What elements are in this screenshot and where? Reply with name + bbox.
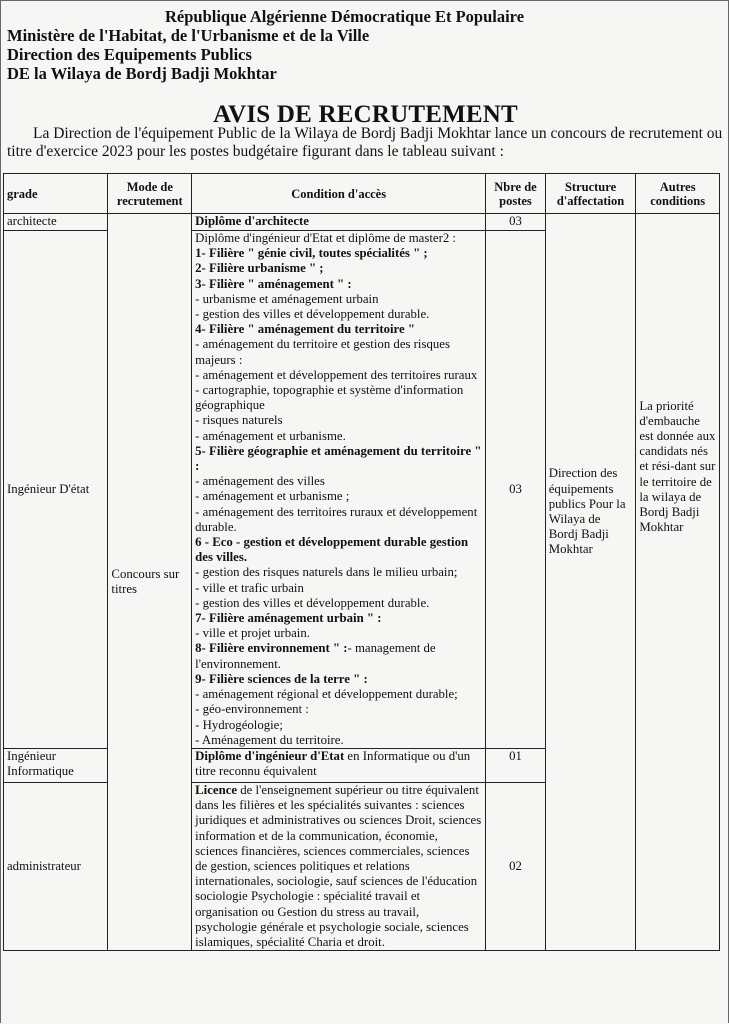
structure-cell: Direction des équipements publics Pour la Wilaya de Bordj Badji Mokhtar [545,214,636,951]
condition-line: - risques naturels [195,413,283,428]
condition-line: - aménagement du territoire et gestion des risques majeurs : [195,337,450,367]
nb-postes-cell: 01 [486,748,546,782]
grade-cell: architecte [4,214,108,231]
condition-bold: Licence [195,782,238,797]
header-structure: Structure d'affectation [545,174,636,214]
header-autres: Autres conditions [636,174,720,214]
condition-cell [192,231,486,749]
condition-line: Diplôme d'ingénieur d'Etat et diplôme de master2 : [195,231,456,245]
header-republic: République Algérienne Démocratique Et Populaire [165,7,525,26]
condition-line: - gestion des villes et développement durable. [195,595,430,610]
condition-line: - urbanisme et aménagement urbain [195,291,379,306]
condition-line: - ville et projet urbain. [195,626,310,641]
condition-line: - aménagement et développement des territoires ruraux [195,367,478,382]
condition-line [195,641,482,671]
page-title: AVIS DE RECRUTEMENT [213,101,518,128]
header-mode: Mode de recrutement [108,174,192,214]
condition-cell [192,782,486,950]
condition-line: - aménagement régional et développement durable; [195,687,458,702]
header-ministry: Ministère de l'Habitat, de l'Urbanisme et de la Ville [7,26,370,45]
condition-line: - aménagement et urbanisme ; [195,489,350,504]
table-header-row [4,174,720,214]
condition-line: 6 - Eco - gestion et développement durable gestion des villes. [195,535,469,565]
nb-postes-cell: 02 [486,782,546,950]
grade-cell: Ingénieur D'état [4,231,108,749]
condition-line-rest: - management de l'environnement. [195,641,436,671]
header-wilaya: DE la Wilaya de Bordj Badji Mokhtar [7,64,277,83]
condition-line: - géo-environnement : [195,702,309,717]
header-direction: Direction des Equipements Publics [7,45,252,64]
condition-line: - aménagement des territoires ruraux et développement durable. [195,504,478,534]
nb-postes-cell: 03 [486,214,546,231]
recruitment-table [3,173,720,951]
condition-line: - Hydrogéologie; [195,717,283,732]
condition-line: - gestion des villes et développement durable. [195,307,430,322]
header-nb-postes: Nbre de postes [486,174,546,214]
mode-cell: Concours sur titres [108,214,192,951]
condition-line: - aménagement et urbanisme. [195,428,346,443]
grade-cell: Ingénieur Informatique [4,748,108,782]
condition-cell [192,748,486,782]
condition-line: 7- Filière aménagement urbain " : [195,611,382,626]
table-row [4,214,720,231]
condition-line: 5- Filière géographie et aménagement du territoire " : [195,443,482,474]
condition-line: - Aménagement du territoire. [195,732,344,747]
condition-line: 3- Filière " aménagement " : [195,276,352,291]
condition-bold: Diplôme d'ingénieur d'Etat [195,748,345,763]
header-grade: grade [4,174,108,214]
condition-text: en Informatique ou d'un titre reconnu équivalent [195,748,471,779]
intro-paragraph: La Direction de l'équipement Public de la Wilaya de Bordj Badji Mokhtar lance un concours de recrutement ou titre d'exercice 2023 pour les postes budgétaire figurant dans le tableau suivant : [7,125,723,160]
condition-text: de l'enseignement supérieur ou titre équivalent dans les filières et les spécialités suivantes : sciences juridiques et administratives ou sciences Droit, sciences information et de la communication, économie, sciences financières, sciences commerciales, sciences de gestion, sciences politiques et relations internationales, sociologie, sauf sciences de l'éducation sociologie Psychologie : spécialité travail et organisation ou Gestion du stress au travail, psychologie générale et psychologie sociale, sciences islamiques, spécialité Charia et droit. [195,782,482,949]
condition-line: - ville et trafic urbain [195,580,304,595]
condition-line: - cartographie, topographie et système d'information géographique [195,383,464,413]
header-condition: Condition d'accès [192,174,486,214]
condition-line: 4- Filière " aménagement du territoire " [195,322,415,337]
condition-line: 1- Filière " génie civil, toutes spécialités " ; [195,246,428,261]
nb-postes-cell: 03 [486,231,546,749]
condition-line: 2- Filière urbanisme " ; [195,261,324,276]
condition-line: - aménagement des villes [195,474,325,489]
grade-cell: administrateur [4,782,108,950]
condition-line: 9- Filière sciences de la terre " : [195,671,368,686]
condition-line: - gestion des risques naturels dans le milieu urbain; [195,565,458,580]
condition-cell: Diplôme d'architecte [192,214,486,231]
autres-cell: La priorité d'embauche est donnée aux candidats nés et rési-dant sur le territoire de la wilaya de Bordj Badji Mokhtar [636,214,720,951]
condition-line-bold: 8- Filière environnement " : [195,641,348,656]
